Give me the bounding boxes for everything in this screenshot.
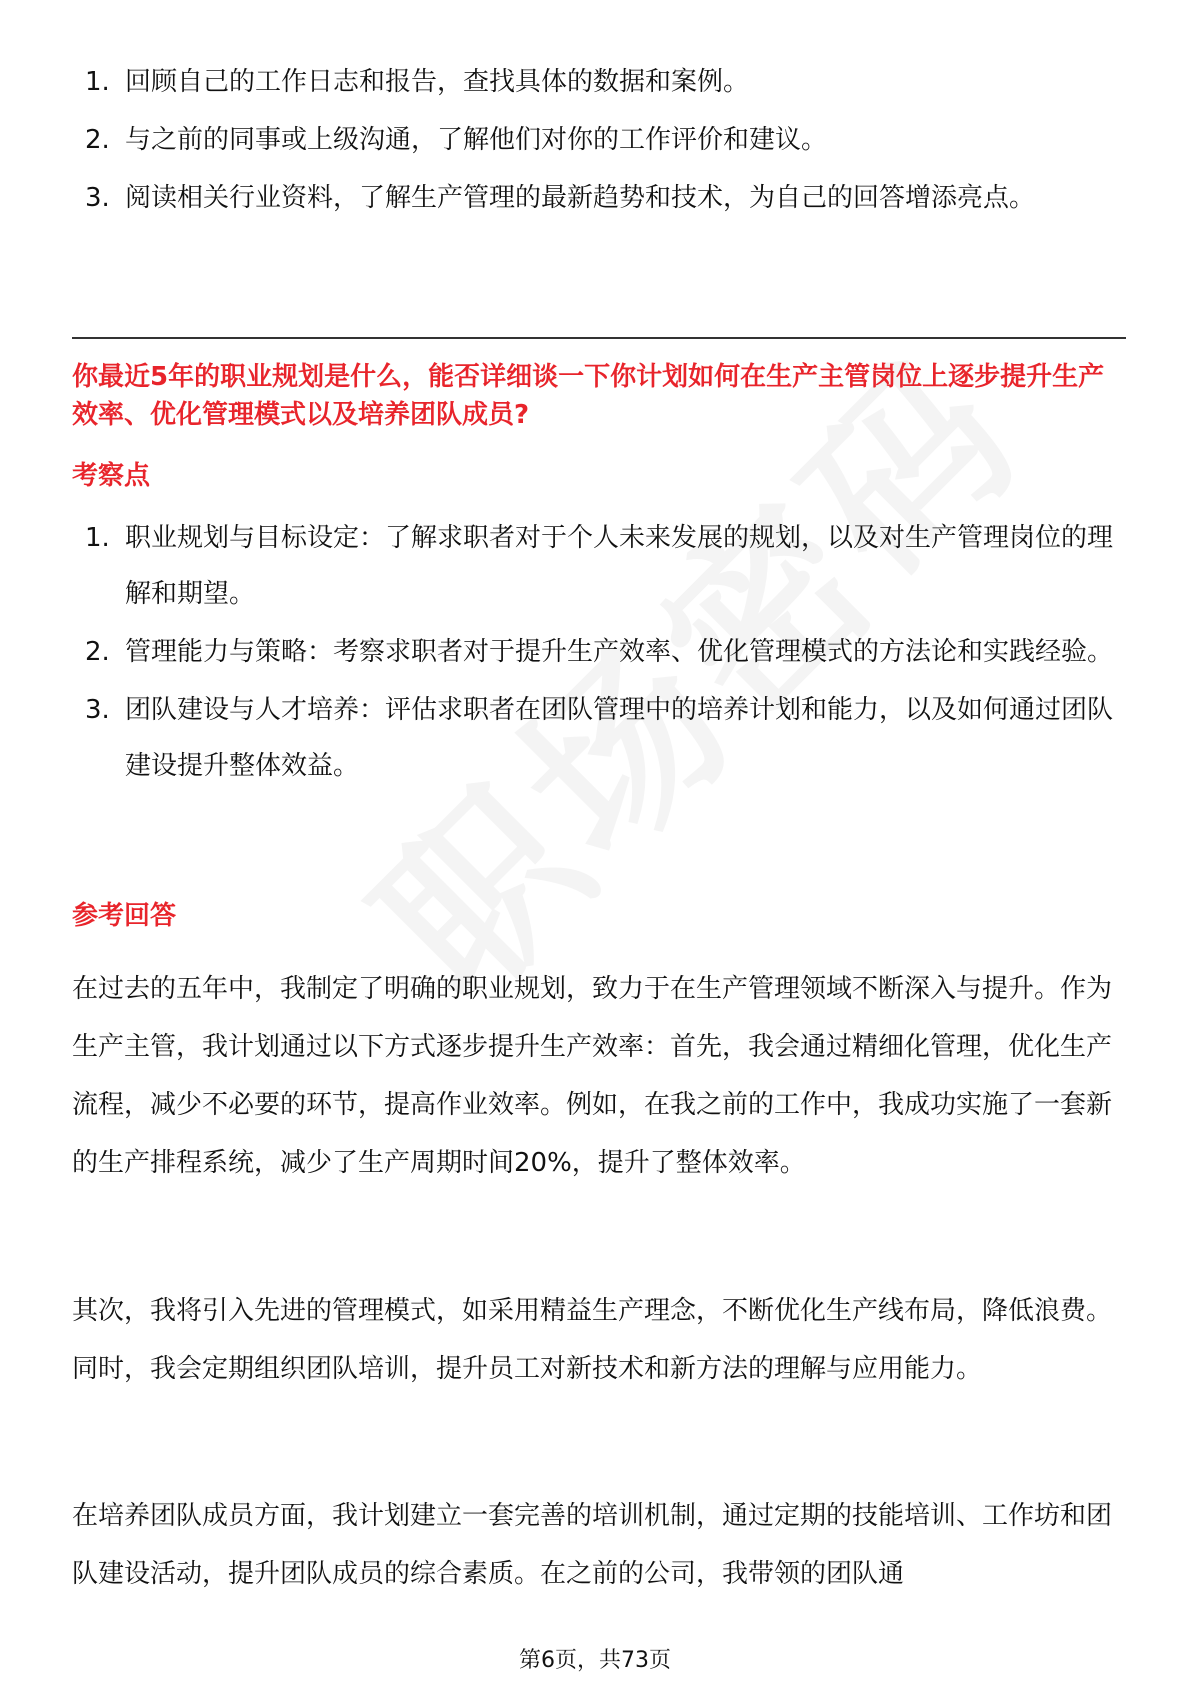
list-item bbox=[72, 54, 1122, 110]
list-item bbox=[72, 170, 1122, 226]
answer-paragraph: 在培养团队成员方面，我计划建立一套完善的培训机制，通过定期的技能培训、工作坊和团队建设活动，提升团队成员的综合素质。在之前的公司，我带领的团队通 bbox=[72, 1501, 1113, 1589]
tips-list bbox=[72, 54, 1122, 228]
list-item bbox=[72, 682, 1122, 794]
answer-paragraph: 在过去的五年中，我制定了明确的职业规划，致力于在生产管理领域不断深入与提升。作为生产主管，我计划通过以下方式逐步提升生产效率：首先，我会通过精细化管理，优化生产流程，减少不必要的环节，提高作业效率。例如，在我之前的工作中，我成功实施了一套新的生产排程系统，减少了生产周期时间20%，提升了整体效率。 bbox=[72, 974, 1113, 1178]
list-item-text: 回顾自己的工作日志和报告，查找具体的数据和案例。 bbox=[125, 67, 750, 97]
list-number: 2. bbox=[85, 637, 110, 667]
list-item-text: 团队建设与人才培养：评估求职者在团队管理中的培养计划和能力，以及如何通过团队建设提升整体效益。 bbox=[125, 695, 1114, 781]
list-item bbox=[72, 624, 1122, 680]
evaluation-points-list bbox=[72, 510, 1122, 796]
list-item-text: 阅读相关行业资料，了解生产管理的最新趋势和技术，为自己的回答增添亮点。 bbox=[125, 183, 1036, 213]
list-item-text: 与之前的同事或上级沟通，了解他们对你的工作评价和建议。 bbox=[125, 125, 828, 155]
list-number: 1. bbox=[85, 523, 110, 553]
list-number: 2. bbox=[85, 125, 110, 155]
list-item bbox=[72, 112, 1122, 168]
list-item-text: 管理能力与策略：考察求职者对于提升生产效率、优化管理模式的方法论和实践经验。 bbox=[125, 637, 1114, 667]
list-item bbox=[72, 510, 1122, 622]
list-item-text: 职业规划与目标设定：了解求职者对于个人未来发展的规划，以及对生产管理岗位的理解和期望。 bbox=[125, 523, 1114, 609]
interview-question: 你最近5年的职业规划是什么，能否详细谈一下你计划如何在生产主管岗位上逐步提升生产效率、优化管理模式以及培养团队成员? bbox=[72, 362, 1105, 430]
section-heading-reference-answer: 参考回答 bbox=[72, 901, 177, 931]
list-number: 3. bbox=[85, 183, 110, 213]
list-number: 3. bbox=[85, 695, 110, 725]
section-divider bbox=[72, 337, 1126, 339]
answer-paragraph: 其次，我将引入先进的管理模式，如采用精益生产理念，不断优化生产线布局，降低浪费。同时，我会定期组织团队培训，提升员工对新技术和新方法的理解与应用能力。 bbox=[72, 1296, 1113, 1384]
section-heading-evaluation-points: 考察点 bbox=[72, 461, 151, 491]
list-number: 1. bbox=[85, 67, 110, 97]
page-number: 第6页，共73页 bbox=[519, 1648, 671, 1673]
